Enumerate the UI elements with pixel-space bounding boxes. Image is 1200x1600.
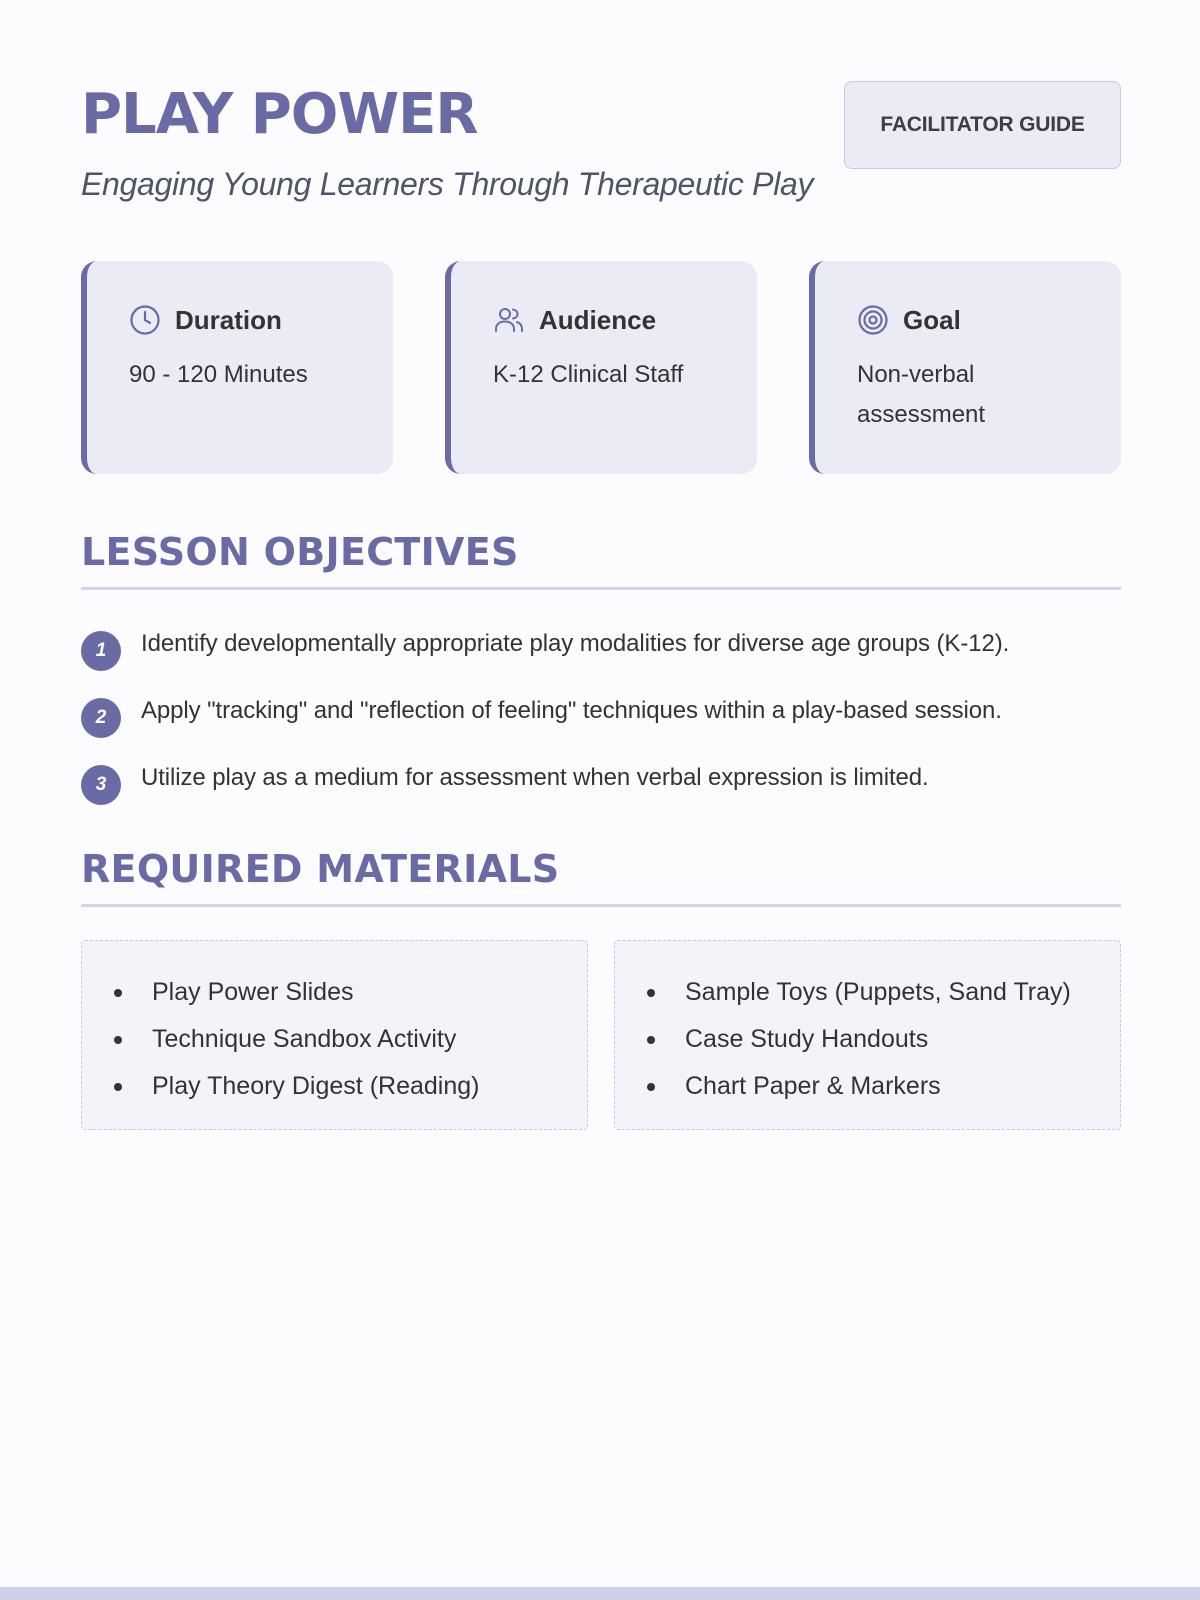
page — [81, 0, 1121, 1100]
list-item — [647, 1016, 1120, 1063]
objectives-list — [81, 626, 1121, 827]
list-item — [114, 969, 587, 1016]
bullet-icon — [647, 1036, 655, 1044]
info-cards — [81, 261, 1121, 474]
required-materials-heading: REQUIRED MATERIALS — [81, 844, 1121, 907]
material-text: Play Theory Digest (Reading) — [152, 1072, 480, 1100]
material-text: Chart Paper & Markers — [685, 1072, 941, 1100]
material-text: Case Study Handouts — [685, 1025, 929, 1053]
footer-bar — [0, 1587, 1200, 1600]
goal-label: Goal — [903, 304, 961, 335]
objective-text: Identify developmentally appropriate play modalities for diverse age groups (K-12). — [141, 630, 1010, 657]
facilitator-guide-badge: FACILITATOR GUIDE — [844, 81, 1121, 169]
objective-number-badge: 2 — [81, 698, 121, 738]
bullet-icon — [647, 1083, 655, 1091]
material-text: Technique Sandbox Activity — [152, 1025, 457, 1053]
objective-text: Apply "tracking" and "reflection of feeling" techniques within a play-based session. — [141, 697, 1002, 724]
audience-label: Audience — [539, 304, 657, 335]
bullet-icon — [114, 1036, 122, 1044]
audience-card — [445, 261, 757, 474]
duration-card — [81, 261, 393, 474]
bullet-icon — [647, 989, 655, 997]
target-icon — [857, 304, 889, 336]
list-item — [114, 1016, 587, 1063]
clock-icon — [129, 304, 161, 336]
material-text: Play Power Slides — [152, 978, 354, 1006]
page-subtitle: Engaging Young Learners Through Therapeutic Play — [81, 166, 814, 202]
page-title: PLAY POWER — [81, 82, 478, 147]
list-item — [81, 693, 1121, 760]
users-icon — [493, 304, 525, 336]
list-item — [81, 626, 1121, 693]
materials-box-right — [614, 940, 1121, 1130]
objective-number-badge: 3 — [81, 765, 121, 805]
duration-label: Duration — [175, 304, 282, 335]
objective-number-badge: 1 — [81, 631, 121, 671]
objective-text: Utilize play as a medium for assessment when verbal expression is limited. — [141, 764, 929, 791]
bullet-icon — [114, 989, 122, 997]
list-item — [647, 1063, 1120, 1110]
materials-box-left — [81, 940, 588, 1130]
header — [81, 0, 1121, 250]
duration-value: 90 - 120 Minutes — [129, 361, 308, 388]
goal-card — [809, 261, 1121, 474]
list-item — [647, 969, 1120, 1016]
goal-value: Non-verbal assessment — [857, 361, 986, 428]
bullet-icon — [114, 1083, 122, 1091]
lesson-objectives-heading: LESSON OBJECTIVES — [81, 527, 1121, 590]
audience-value: K-12 Clinical Staff — [493, 361, 684, 388]
materials-section — [81, 940, 1121, 1130]
list-item — [114, 1063, 587, 1110]
list-item — [81, 760, 1121, 827]
material-text: Sample Toys (Puppets, Sand Tray) — [685, 978, 1071, 1006]
